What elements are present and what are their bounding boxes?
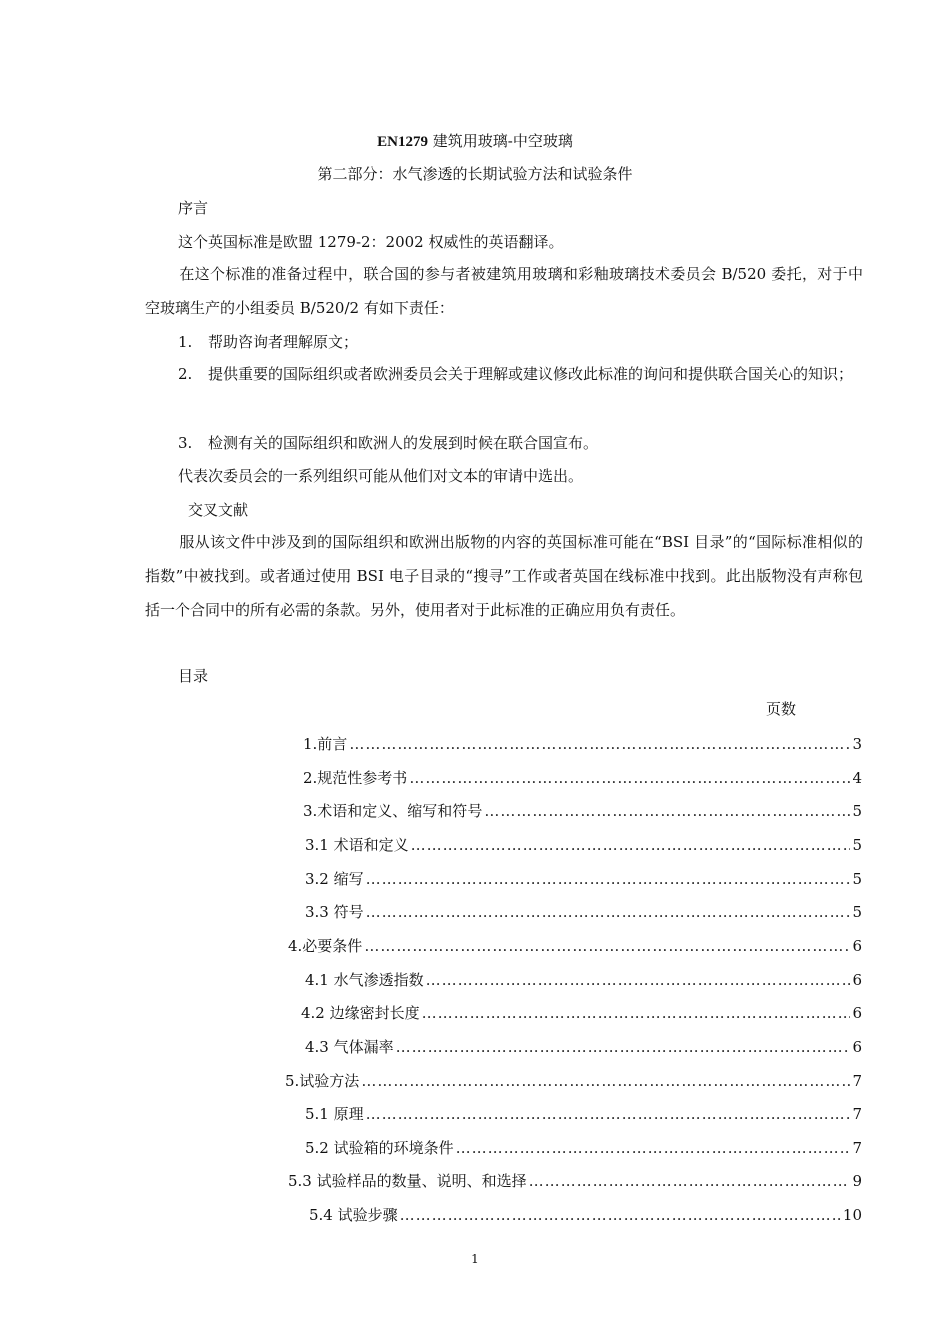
- document-subtitle: 第二部分：水气渗透的长期试验方法和试验条件: [317, 165, 633, 183]
- list-item: [178, 331, 358, 352]
- list-item-number: 2.: [178, 365, 193, 383]
- list-item-text: 检测有关的国际组织和欧洲人的发展到时候在联合国宣布。: [208, 434, 599, 452]
- toc-entry[interactable]: 4.1 水气渗透指数 …………………………………………………………………………………………………………………………………………………………………………………………………… 6: [305, 969, 862, 989]
- title-text: 建筑用玻璃-中空玻璃: [432, 132, 573, 150]
- document-title: [0, 130, 950, 151]
- toc-entry[interactable]: 5.3 试验样品的数量、说明、和选择 …………………………………………………………………………………………………………………………………………………………………………………………………… 9: [288, 1170, 862, 1190]
- list-item: [178, 357, 863, 391]
- toc-entry[interactable]: 1.前言 …………………………………………………………………………………………………………………………………………………………………………………………………… 3: [303, 733, 862, 753]
- list-item-number: 3.: [178, 434, 193, 452]
- list-item: [178, 432, 598, 453]
- toc-heading: 目录: [178, 667, 209, 685]
- toc-entry[interactable]: 4.2 边缘密封长度 …………………………………………………………………………………………………………………………………………………………………………………………………… 6: [301, 1002, 862, 1022]
- toc-entry[interactable]: 5.1 原理 …………………………………………………………………………………………………………………………………………………………………………………………………… 7: [305, 1103, 862, 1123]
- crossref-heading: 交叉文献: [188, 501, 249, 519]
- list-item-text: 帮助咨询者理解原文；: [208, 333, 359, 351]
- toc-entry[interactable]: 2.规范性参考书 …………………………………………………………………………………………………………………………………………………………………………………………………… 4: [303, 767, 862, 787]
- toc-entry[interactable]: 4.3 气体漏率 …………………………………………………………………………………………………………………………………………………………………………………………………… 6: [305, 1036, 862, 1056]
- paragraph-4-text: 服从该文件中涉及到的国际组织和欧洲出版物的内容的英国标准可能在“BSI 目录”的“国际标准相似的指数”中被找到。或者通过使用 BSI 电子目录的“搜寻”工作或者英国在线标准中找到。此出版物没有声称包括一个合同中的所有必需的条款。另外，使用者对于此标准的正确应用负有责任。: [145, 533, 863, 619]
- preface-heading: 序言: [178, 199, 209, 217]
- page-number: 1: [471, 1252, 479, 1266]
- toc-entry[interactable]: 3.术语和定义、缩写和符号 …………………………………………………………………………………………………………………………………………………………………………………………………… 5: [303, 800, 862, 820]
- list-item-number: 1.: [178, 333, 193, 351]
- list-item-text: 提供重要的国际组织或者欧洲委员会关于理解或建议修改此标准的询问和提供联合国关心的知识；: [208, 365, 854, 383]
- toc-entry[interactable]: 5.4 试验步骤 …………………………………………………………………………………………………………………………………………………………………………………………………… 10: [309, 1204, 862, 1224]
- toc-entry[interactable]: 3.1 术语和定义 …………………………………………………………………………………………………………………………………………………………………………………………………… 5: [305, 834, 862, 854]
- title-code: EN1279: [377, 134, 428, 150]
- paragraph-2-text: 在这个标准的准备过程中，联合国的参与者被建筑用玻璃和彩釉玻璃技术委员会 B/520 委托，对于中空玻璃生产的小组委员 B/520/2 有如下责任：: [145, 265, 863, 317]
- paragraph-2: [145, 257, 863, 325]
- paragraph-1: 这个英国标准是欧盟 1279-2：2002 权威性的英语翻译。: [178, 233, 564, 251]
- toc-pages-label: 页数: [766, 700, 797, 718]
- toc-entry[interactable]: 5.试验方法 …………………………………………………………………………………………………………………………………………………………………………………………………… 7: [285, 1070, 862, 1090]
- paragraph-4: [145, 525, 863, 627]
- toc-entry[interactable]: 5.2 试验箱的环境条件 …………………………………………………………………………………………………………………………………………………………………………………………………… 7: [305, 1137, 862, 1157]
- toc-entry[interactable]: 3.3 符号 …………………………………………………………………………………………………………………………………………………………………………………………………… 5: [305, 901, 862, 921]
- paragraph-3: 代表次委员会的一系列组织可能从他们对文本的审请中选出。: [178, 467, 584, 485]
- toc-entry[interactable]: 4.必要条件 …………………………………………………………………………………………………………………………………………………………………………………………………… 6: [288, 935, 862, 955]
- toc-entry[interactable]: 3.2 缩写 …………………………………………………………………………………………………………………………………………………………………………………………………… 5: [305, 868, 862, 888]
